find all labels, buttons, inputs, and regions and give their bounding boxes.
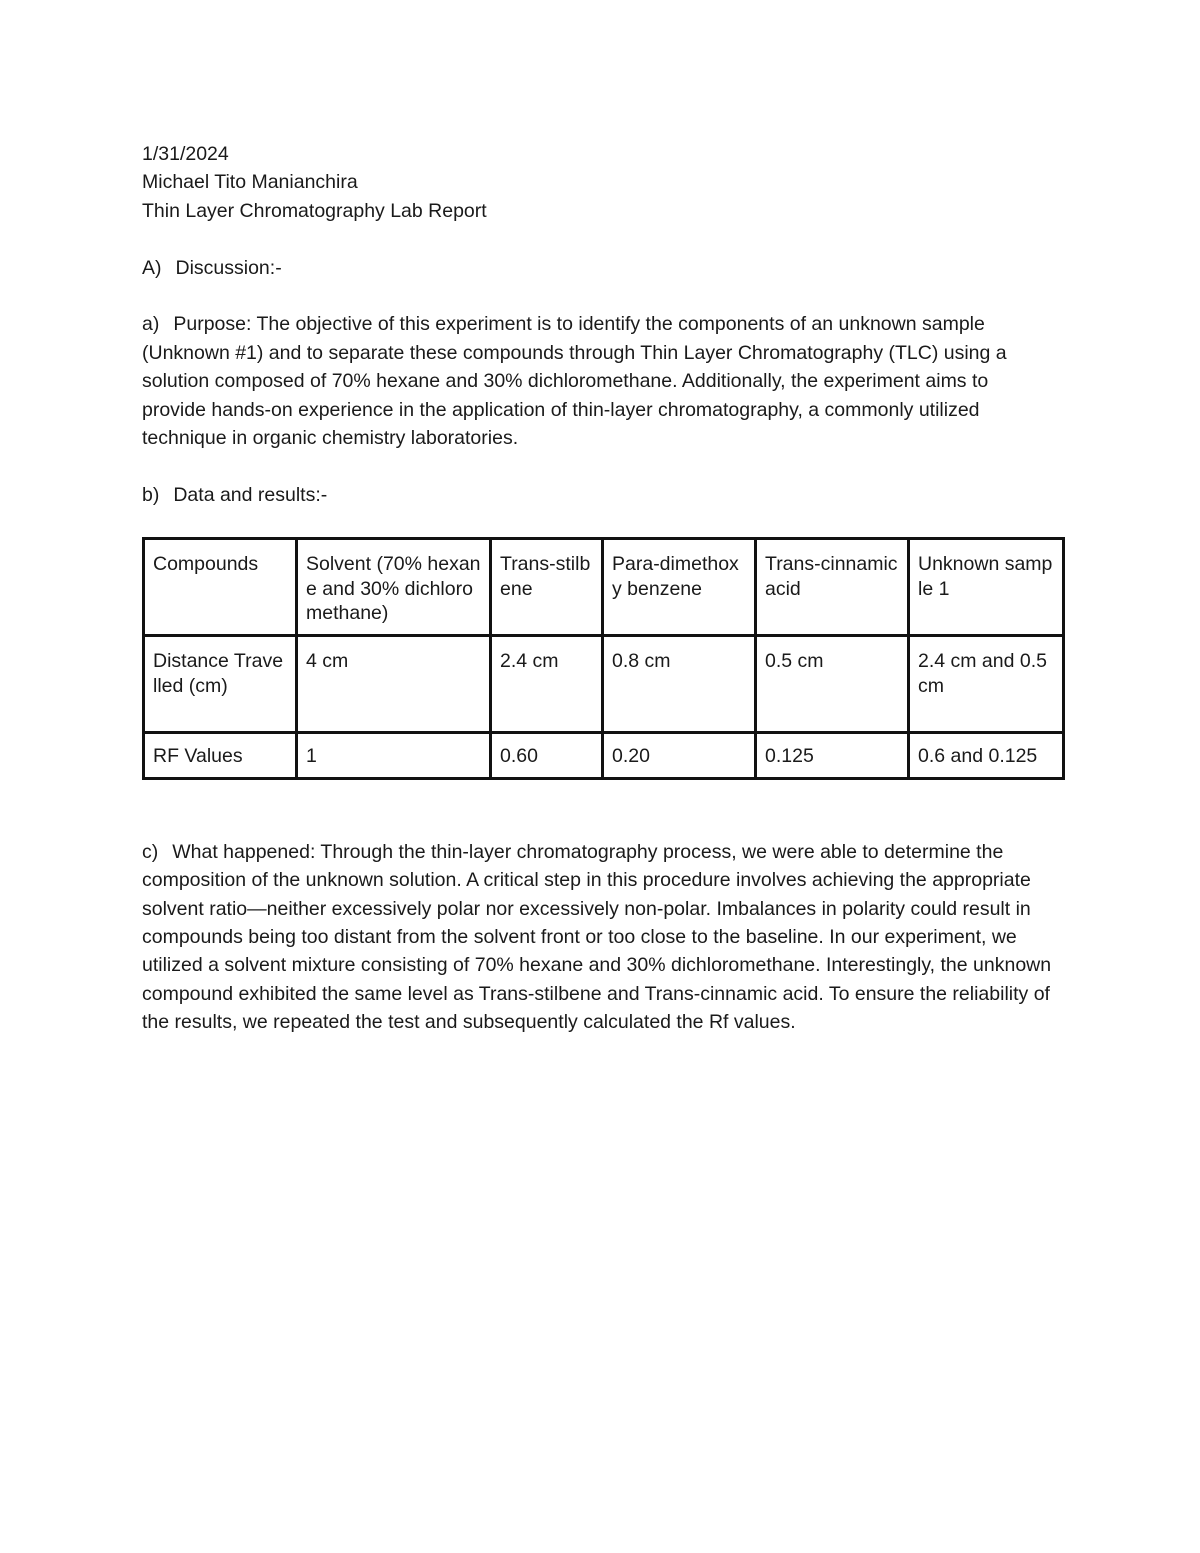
document-page [142,140,1062,1037]
table-row [144,733,1064,779]
table-header-cell: Para-dimethoxy benzene [603,539,756,636]
report-date: 1/31/2024 [142,143,229,165]
what-happened-paragraph [142,838,1057,1037]
table-cell: 1 [297,733,491,779]
purpose-paragraph [142,310,1057,452]
table-cell: 0.8 cm [603,636,756,733]
results-table [142,537,1065,780]
section-a-heading [142,254,1062,282]
table-header-cell: Unknown sample 1 [909,539,1064,636]
purpose-text: Purpose: The objective of this experiment is to identify the components of an unknown sample (Unknown #1) and to separate these compounds through Thin Layer Chromatography (TLC) using a solution composed of 70% hexane and 30% dichloromethane. Additionally, the experiment aims to provide hands-on experience in the application of thin-layer chromatography, a commonly utilized technique in organic chemistry laboratories. [142,313,1007,450]
section-a-title: Discussion:- [175,256,282,279]
author-name: Michael Tito Manianchira [142,171,358,194]
report-title: Thin Layer Chromatography Lab Report [142,199,487,222]
table-row [144,636,1064,733]
purpose-label: a) [142,313,160,336]
table-header-cell: Compounds [144,539,297,636]
table-cell: 0.5 cm [756,636,909,733]
what-happened-text: What happened: Through the thin-layer chromatography process, we were able to determine the composition of the unknown solution. A critical step in this procedure involves achieving the appropriate solvent ratio—neither excessively polar nor excessively non-polar. Imbalances in polarity could result in compounds being too distant from the solvent front or too close to the baseline. In our experiment, we utilized a solvent mixture consisting of 70% hexane and 30% dichloromethane. Interestingly, the unknown compound exhibited the same level as Trans-stilbene and Trans-cinnamic acid. To ensure the reliability of the results, we repeated the test and subsequently calculated the Rf values. [142,840,1052,1034]
table-cell: 2.4 cm [491,636,603,733]
data-results-label: b) [142,483,160,506]
what-happened-label: c) [142,840,159,863]
table-header-cell: Trans-cinnamic acid [756,539,909,636]
table-header-cell: Trans-stilbene [491,539,603,636]
table-cell: RF Values [144,733,297,779]
data-results-title: Data and results:- [173,483,328,506]
table-header-cell: Solvent (70% hexane and 30% dichloromethane) [297,539,491,636]
table-cell: 0.6 and 0.125 [909,733,1064,779]
table-cell: 0.20 [603,733,756,779]
table-cell: 0.60 [491,733,603,779]
section-a-label: A) [142,256,162,279]
table-cell: 0.125 [756,733,909,779]
table-cell: Distance Travelled (cm) [144,636,297,733]
table-cell: 4 cm [297,636,491,733]
table-cell: 2.4 cm and 0.5 cm [909,636,1064,733]
table-header-row [144,539,1064,636]
data-results-heading [142,481,1062,509]
